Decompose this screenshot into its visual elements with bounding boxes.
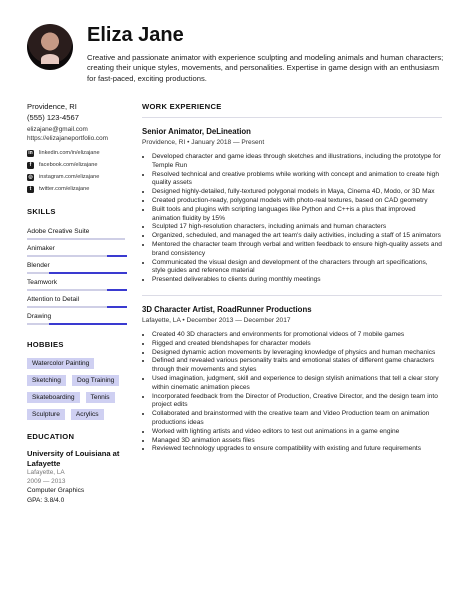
social-text: twitter.com/elizajane: [39, 186, 90, 192]
skill-name: Attention to Detail: [27, 296, 80, 303]
job-entry: [142, 127, 442, 285]
twitter-icon: t: [27, 186, 34, 193]
education-school: University of Louisiana at Lafayette: [27, 449, 120, 468]
job-meta: Lafayette, LA • December 2013 — December 2017: [142, 316, 291, 324]
skill-item: [27, 245, 127, 262]
website[interactable]: https://elizajaneportfolio.com: [27, 135, 108, 142]
divider: [142, 117, 442, 118]
job-bullet: • Developed character and game ideas through sketches and illustrations, including the prototype for Temple Run: [152, 153, 442, 171]
hobbies-title: HOBBIES: [27, 340, 64, 349]
job-bullet: • Created 40 3D characters and environments for promotional videos of 7 mobile games: [152, 331, 442, 340]
hobby-chip: Sculpture: [27, 409, 65, 420]
right-column: [142, 102, 442, 454]
skill-level-bar: [49, 272, 127, 274]
skill-level-bar: [49, 323, 127, 325]
divider: [142, 295, 442, 296]
facebook-icon: f: [27, 162, 34, 169]
skill-level-bar: [107, 306, 127, 308]
social-text: instagram.com/elizajane: [39, 174, 100, 180]
job-title: Senior Animator, DeLineation: [142, 127, 251, 136]
job-title: 3D Character Artist, RoadRunner Productions: [142, 304, 312, 314]
social-text: facebook.com/elizajane: [39, 162, 98, 168]
hobby-chip: Tennis: [86, 392, 115, 403]
education-section: [27, 432, 127, 505]
email[interactable]: elizajane@gmail.com: [27, 126, 88, 133]
skill-item: [27, 313, 127, 330]
social-twitter[interactable]: [27, 183, 127, 195]
job-bullet: • Sculpted 17 high-resolution characters, including animals and human characters: [152, 223, 442, 232]
job-entry: [142, 305, 442, 454]
social-text: linkedin.com/in/elizajane: [39, 150, 100, 156]
job-bullet: • Created production-ready, polygonal models with photo-real textures, based on CAD geometry: [152, 197, 442, 206]
job-bullets: [142, 331, 442, 454]
job-bullet: • Mentored the character team through verbal and written feedback to ensure high-quality assets and brand consistency: [152, 241, 442, 259]
skill-level-bar: [107, 255, 127, 257]
skill-item: [27, 296, 127, 313]
social-links: [27, 147, 127, 195]
skills-section: [27, 207, 127, 330]
left-column: [27, 102, 127, 505]
job-meta: Providence, RI • January 2018 — Present: [142, 139, 265, 146]
social-instagram[interactable]: [27, 171, 127, 183]
job-bullet: • Designed dynamic action movements by leveraging knowledge of physics and human mechanics: [152, 349, 442, 358]
summary: Creative and passionate animator with experience sculpting and modeling animals and human characters; creating their unique styles, movements, and personalities. Expertise in game design with an enthusiasm for fast-paced, exciting productions.: [87, 53, 444, 83]
job-bullet: • Incorporated feedback from the Director of Production, Creative Director, and the design team into project edits: [152, 393, 442, 411]
skill-item: [27, 279, 127, 296]
skill-name: Teamwork: [27, 279, 58, 286]
skill-name: Adobe Creative Suite: [27, 228, 90, 235]
education-title: EDUCATION: [27, 432, 75, 441]
experience-title: WORK EXPERIENCE: [142, 102, 222, 111]
hobby-chip: Skateboarding: [27, 392, 80, 403]
education-degree: Computer Graphics: [27, 487, 85, 494]
contact-section: [27, 102, 127, 195]
education-years: 2009 — 2013: [27, 478, 66, 485]
job-bullet: • Built tools and plugins with scripting languages like Python and C++is a plus that improved animation fluidity by 15%: [152, 206, 442, 224]
phone: (555) 123-4567: [27, 112, 79, 122]
hobby-chip: Acrylics: [71, 409, 104, 420]
location: Providence, RI: [27, 102, 77, 111]
hobby-chip: Sketching: [27, 375, 66, 386]
candidate-name: Eliza Jane: [87, 24, 184, 46]
job-bullet: • Reviewed technology upgrades to ensure compatibility with existing and future requirements: [152, 445, 442, 454]
job-bullet: • Collaborated and brainstormed with the creative team and Video Production team on animation productions ideas: [152, 410, 442, 428]
job-bullets: [142, 153, 442, 285]
job-bullet: • Managed 3D animation assets files: [152, 437, 442, 446]
skill-name: Blender: [27, 262, 50, 269]
hobby-chip: Dog Training: [72, 375, 119, 386]
skills-list: [27, 228, 127, 330]
job-bullet: • Presented deliverables to clients during monthly meetings: [152, 276, 442, 285]
skill-track: [27, 238, 125, 240]
instagram-icon: ◎: [28, 173, 33, 180]
job-bullet: • Used imagination, judgment, skill and experience to design stylish animations that tell a clear story within cinematic animation pieces: [152, 375, 442, 393]
skill-name: Drawing: [27, 313, 52, 320]
linkedin-icon: in: [28, 149, 33, 156]
job-bullet: • Designed highly-detailed, fully-textured polygonal models in Maya, Cinema 4D, Modo, or 3D Max: [152, 188, 442, 197]
job-bullet: • Resolved technical and creative problems while working with concept and animation to create high quality assets: [152, 171, 442, 189]
skill-name: Animaker: [27, 245, 55, 252]
job-bullet: • Rigged and created blendshapes for character models: [152, 340, 442, 349]
hobby-chip: Watercolor Painting: [27, 358, 94, 369]
hobbies-section: [27, 340, 127, 426]
avatar: [27, 24, 73, 70]
social-facebook[interactable]: [27, 159, 127, 171]
resume-header: [27, 24, 447, 86]
skill-item: [27, 228, 127, 245]
skill-level-bar: [107, 289, 127, 291]
job-bullet: • Organized, scheduled, and managed the art team's daily activities, including a staff of 15 animators: [152, 232, 442, 241]
education-gpa: GPA: 3.8/4.0: [27, 496, 65, 504]
social-linkedin[interactable]: [27, 147, 127, 159]
job-bullet: • Defined and revealed various personality traits and emotional states of different game characters through their movements and styles: [152, 357, 442, 375]
skills-title: SKILLS: [27, 207, 56, 216]
skill-item: [27, 262, 127, 279]
hobbies-list: [27, 358, 127, 426]
job-bullet: • Communicated the visual design and development of the characters through art specifications, style guides and reference material: [152, 259, 442, 277]
education-location: Lafayette, LA: [27, 469, 65, 476]
job-bullet: • Worked with lighting artists and video editors to test out animations in a game engine: [152, 428, 442, 437]
